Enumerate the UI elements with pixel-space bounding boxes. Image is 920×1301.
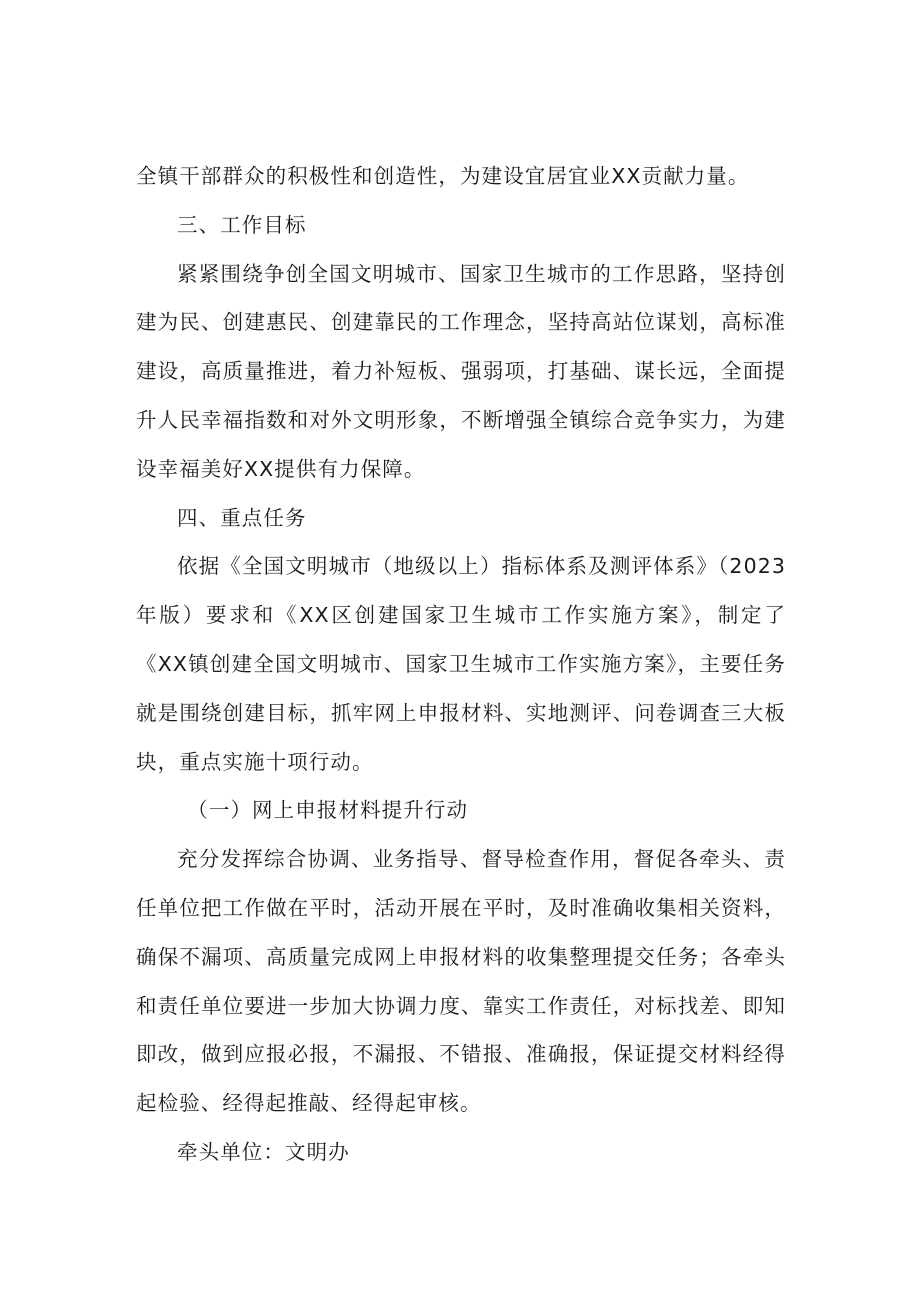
paragraph-online-materials: 充分发挥综合协调、业务指导、督导检查作用，督促各牵头、责任单位把工作做在平时，活动开展在平时，及时准确收集相关资料，确保不漏项、高质量完成网上申报材料的收集整理提交任务；各牵头和责任单位要进一步加大协调力度、靠实工作责任，对标找差、即知即改，做到应报必报，不漏报、不错报、准确报，保证提交材料经得起检验、经得起推敲、经得起审核。 (136, 847, 786, 1116)
document-body (136, 152, 786, 1177)
section-heading-goals: 三、工作目标 (177, 212, 307, 237)
paragraph-goals: 紧紧围绕争创全国文明城市、国家卫生城市的工作思路，坚持创建为民、创建惠民、创建靠民的工作理念，坚持高站位谋划，高标准建设，高质量推进，着力补短板、强弱项，打基础、谋长远，全面提升人民幸福指数和对外文明形象，不断增强全镇综合竞争实力，为建设幸福美好XX提供有力保障。 (136, 261, 786, 481)
subsection-heading-online-materials: （一）网上申报材料提升行动 (187, 798, 469, 823)
lead-unit-line: 牵头单位：文明办 (177, 1139, 350, 1164)
section-heading-tasks: 四、重点任务 (177, 505, 307, 530)
paragraph-tasks: 依据《全国文明城市（地级以上）指标体系及测评体系》（2023年版）要求和《XX区创建国家卫生城市工作实施方案》，制定了《XX镇创建全国文明城市、国家卫生城市工作实施方案》，主要任务就是围绕创建目标，抓牢网上申报材料、实地测评、问卷调查三大板块，重点实施十项行动。 (136, 554, 786, 774)
paragraph-continuation: 全镇干部群众的积极性和创造性，为建设宜居宜业XX贡献力量。 (136, 164, 750, 188)
